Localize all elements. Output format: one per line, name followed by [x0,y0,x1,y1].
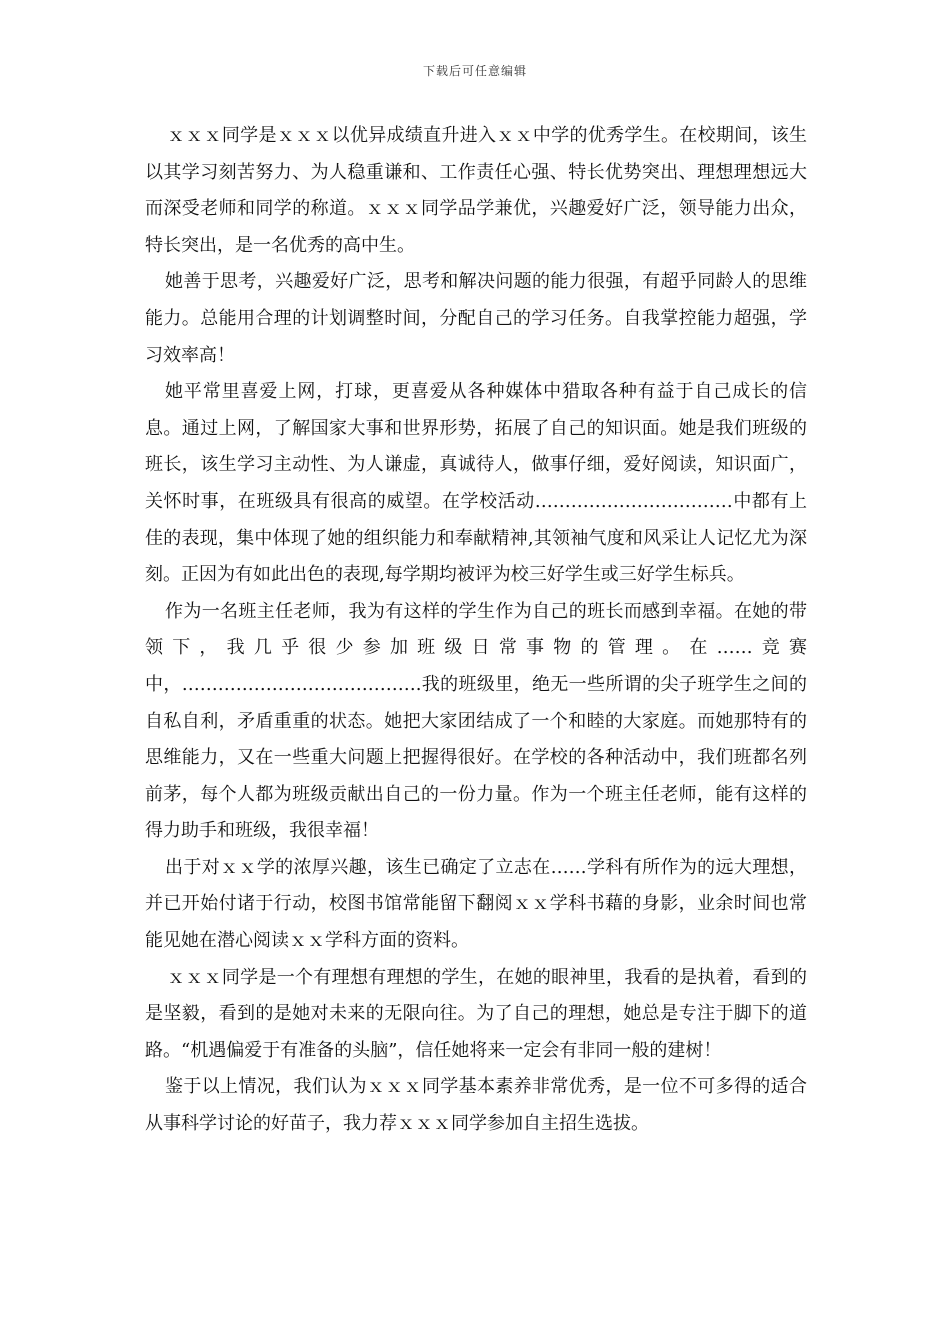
paragraph: 作为一名班主任老师，我为有这样的学生作为自己的班长而感到幸福。在她的带领下，我几乎很少参加班级日常事物的管理。在……竞赛中，………………………………….我的班级里，绝无一些所谓的尖子班学生之间的自私自利，矛盾重重的状态。她把大家团结成了一个和睦的大家庭。而她那特有的思维能力，又在一些重大问题上把握得很好。在学校的各种活动中，我们班都名列前茅，每个人都为班级贡献出自己的一份力量。作为一个班主任老师，能有这样的得力助手和班级，我很幸福！ [145,600,807,842]
paragraph: 她善于思考，兴趣爱好广泛，思考和解决问题的能力很强，有超乎同龄人的思维能力。总能用合理的计划调整时间，分配自己的学习任务。自我掌控能力超强，学习效率高！ [145,271,807,366]
paragraph: 出于对ｘｘ学的浓厚兴趣，该生已确定了立志在……学科有所作为的远大理想，并已开始付诸于行动，校图书馆常能留下翻阅ｘｘ学科书藉的身影，业余时间也常能见她在潜心阅读ｘｘ学科方面的资料。 [145,856,807,952]
paragraph: ｘｘｘ同学是一个有理想有理想的学生，在她的眼神里，我看的是执着，看到的是坚毅，看到的是她对未来的无限向往。为了自己的理想，她总是专注于脚下的道路。“机遇偏爱于有准备的头脑”，信任她将来一定会有非同一般的建树！ [145,966,807,1061]
document-body [145,118,807,1143]
paragraph: 她平常里喜爱上网，打球，更喜爱从各种媒体中猎取各种有益于自己成长的信息。通过上网，了解国家大事和世界形势，拓展了自己的知识面。她是我们班级的班长，该生学习主动性、为人谦虚，真诚待人，做事仔细，爱好阅读，知识面广，关怀时事，在班级具有很高的威望。在学校活动……………………………中都有上佳的表现，集中体现了她的组织能力和奉献精神,其领袖气度和风采让人记忆尤为深刻。正因为有如此出色的表现,每学期均被评为校三好学生或三好学生标兵。 [145,381,807,586]
page-header: 下载后可任意编辑 [422,64,527,78]
paragraph: ｘｘｘ同学是ｘｘｘ以优异成绩直升进入ｘｘ中学的优秀学生。在校期间，该生以其学习刻苦努力、为人稳重谦和、工作责任心强、特长优势突出、理想理想远大而深受老师和同学的称道。ｘｘｘ同学品学兼优，兴趣爱好广泛，领导能力出众，特长突出，是一名优秀的高中生。 [145,125,807,256]
paragraph: 鉴于以上情况，我们认为ｘｘｘ同学基本素养非常优秀，是一位不可多得的适合从事科学讨论的好苗子，我力荐ｘｘｘ同学参加自主招生选拔。 [145,1076,807,1135]
